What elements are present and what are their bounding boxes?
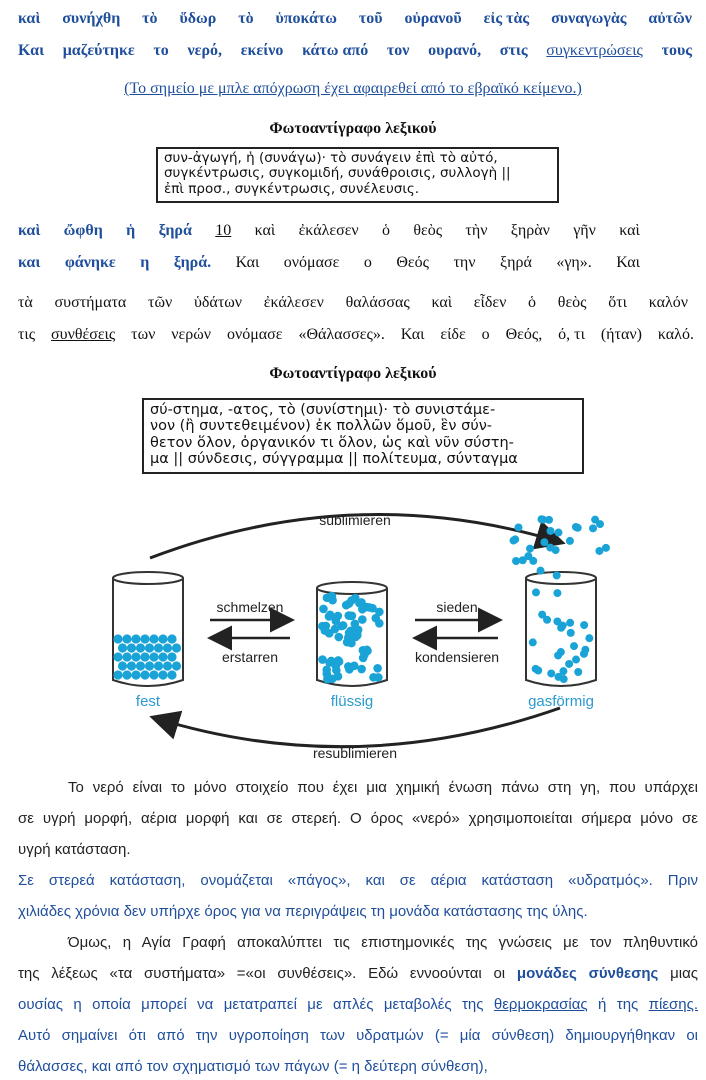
dictionary-scan-2 <box>142 398 584 474</box>
word: στις <box>499 42 528 59</box>
paragraph-line: Αυτό σημαίνει ότι από την υγροποίηση των υδρατμών (= μία σύνθεση) δημιουργήθηκαν οι <box>18 1027 698 1044</box>
particle <box>554 529 562 537</box>
particle <box>574 668 582 676</box>
highlight-text: μονάδες σύνθεσης <box>516 965 659 982</box>
word: Και <box>400 326 425 343</box>
particle <box>526 545 534 553</box>
particle <box>140 634 149 643</box>
particle <box>510 537 518 545</box>
word: τους <box>661 42 692 59</box>
word: τὴν <box>465 222 488 239</box>
particle <box>167 634 176 643</box>
paragraph-line <box>18 958 698 989</box>
particle <box>149 652 158 661</box>
liquid-container <box>317 582 387 686</box>
particle <box>547 669 555 677</box>
word: Θεός, <box>505 326 543 343</box>
particle <box>136 643 145 652</box>
dict2-line: σύ-στημα, -ατος, τὸ (συνίστημι)· τὸ συνιστάμε- <box>150 402 496 418</box>
text-run: ουσίας η οποία μπορεί να μετατραπεί με απλές μεταβολές της <box>18 996 484 1013</box>
particle <box>557 648 565 656</box>
particle <box>158 670 167 679</box>
particle <box>369 673 378 682</box>
verse3-greek-line <box>18 294 688 312</box>
particle <box>158 652 167 661</box>
word: καὶ <box>254 222 276 239</box>
text-run: μιας <box>670 965 698 982</box>
particle <box>149 634 158 643</box>
word: ἡ <box>126 222 136 239</box>
erstarren-label: erstarren <box>221 649 279 665</box>
text-run: ή της <box>598 996 639 1013</box>
particle <box>532 588 540 596</box>
particle <box>552 546 560 554</box>
word: ὁ <box>528 294 537 311</box>
word: θεὸς <box>557 294 587 311</box>
particle <box>346 612 355 621</box>
word: ὤφθη <box>63 222 103 239</box>
word: τὸ <box>238 10 254 27</box>
fest-label: fest <box>135 693 161 710</box>
particle <box>149 670 158 679</box>
word: καλό. <box>657 326 694 343</box>
underlined-term: πίεσης. <box>648 996 698 1013</box>
sieden-label: sieden <box>436 599 478 615</box>
word: Θεός <box>396 254 429 271</box>
particle <box>131 670 140 679</box>
particle <box>342 601 351 610</box>
particle <box>154 661 163 670</box>
particle <box>167 670 176 679</box>
dict1-line: συγκέντρωσις, συγκομιδή, συνάθροισις, συλλογὴ || <box>164 165 511 182</box>
particle <box>589 524 597 532</box>
paragraph-3 <box>18 927 698 1080</box>
word: 10 <box>215 222 232 239</box>
particle <box>163 661 172 670</box>
resublimieren-arrow <box>155 708 560 747</box>
particle <box>346 627 355 636</box>
particle <box>332 617 341 626</box>
particle <box>365 603 374 612</box>
particle <box>546 527 554 535</box>
paragraph-line: Το νερό είναι το μόνο στοιχείο που έχει μια χημική ένωση πάνω στη γη, που υπάρχει <box>68 779 698 796</box>
particle <box>113 670 122 679</box>
verse2-greek-line <box>18 222 640 240</box>
particle <box>334 633 343 642</box>
particle <box>585 634 593 642</box>
particle <box>360 650 369 659</box>
word: ουρανό, <box>428 42 482 59</box>
word: συνθέσεις <box>51 326 116 343</box>
particle <box>580 621 588 629</box>
paragraph-line <box>18 989 698 1020</box>
particle <box>591 516 599 524</box>
word: καὶ <box>18 10 41 27</box>
word: συναγωγὰς <box>551 10 627 27</box>
particle <box>595 547 603 555</box>
particle <box>127 643 136 652</box>
word: ὑδάτων <box>193 294 243 311</box>
particle <box>529 557 537 565</box>
word: το <box>153 42 169 59</box>
word: ξηρὰν <box>510 222 550 239</box>
particle <box>358 615 367 624</box>
particle <box>113 634 122 643</box>
word: θαλάσσας <box>345 294 410 311</box>
note-text: (Το σημείο με μπλε απόχρωση έχει αφαιρεθεί από το εβραϊκό κείμενο.) <box>124 80 582 97</box>
particle <box>537 567 545 575</box>
particle <box>350 661 359 670</box>
word: ό, τι <box>558 326 585 343</box>
particle <box>167 652 176 661</box>
text-run: της λέξεως «τα συστήματα» =«οι συνθέσεις». Εδώ εννοούνται οι <box>18 965 506 982</box>
particle <box>519 556 527 564</box>
word: ὑποκάτω <box>275 10 337 27</box>
word: ο <box>481 326 490 343</box>
word: καὶ <box>619 222 640 239</box>
particle <box>567 629 575 637</box>
dict2-line: νον (ἢ συντεθειμένον) ἐκ πολλῶν ὅμοῦ, ἓν σύν- <box>150 418 493 435</box>
solid-container <box>113 572 183 686</box>
word: συνήχθη <box>62 10 121 27</box>
paragraph-line: υγρή κατάσταση. <box>18 841 131 858</box>
word: ο <box>363 254 372 271</box>
particle <box>154 643 163 652</box>
particle <box>118 661 127 670</box>
word: είδε <box>440 326 466 343</box>
verse1-note <box>0 80 706 98</box>
word: τὰ <box>18 294 33 311</box>
states-of-matter-diagram <box>0 490 706 770</box>
verse1-greek-line <box>18 10 692 28</box>
word: ἐκάλεσεν <box>263 294 324 311</box>
verse3-modern-line <box>18 326 694 344</box>
word: τὸ <box>142 10 158 27</box>
word: καὶ <box>18 222 41 239</box>
paragraph-2 <box>18 865 698 927</box>
word: τῶν <box>148 294 173 311</box>
fluessig-label: flüssig <box>330 693 374 710</box>
liquid-particles <box>318 592 384 684</box>
word: ξηρά <box>158 222 192 239</box>
particle <box>534 667 542 675</box>
particle <box>145 643 154 652</box>
particle <box>580 650 588 658</box>
word: φάνηκε <box>64 254 116 271</box>
word: εἶδεν <box>473 294 507 311</box>
particle <box>131 634 140 643</box>
word: αὐτῶν <box>648 10 692 27</box>
word: καλόν <box>648 294 688 311</box>
word: την <box>453 254 476 271</box>
particle <box>574 524 582 532</box>
word: ονόμασε <box>283 254 340 271</box>
word: και <box>18 254 41 271</box>
particle <box>122 634 131 643</box>
dictionary-heading-1: Φωτοαντίγραφο λεξικού <box>269 120 437 137</box>
particle <box>131 652 140 661</box>
dict2-line: μα || σύνδεσις, σύγγραμμα || πολίτευμα, σύνταγμα <box>150 451 518 468</box>
particle <box>545 516 553 524</box>
paragraph-line: θάλασσες, και από τον σχηματισμό των πάγων (= η δεύτερη σύνθεση), <box>18 1058 488 1075</box>
particle <box>566 619 574 627</box>
schmelzen-label: schmelzen <box>216 599 284 615</box>
verse1-modern-line <box>18 42 692 60</box>
particle <box>334 672 343 681</box>
word: συστήματα <box>54 294 127 311</box>
particle <box>163 643 172 652</box>
word: γῆν <box>573 222 596 239</box>
word: εκείνο <box>240 42 284 59</box>
word: «Θάλασσες». <box>298 326 385 343</box>
particle <box>328 592 337 601</box>
particle <box>565 660 573 668</box>
solid-particles <box>113 634 181 679</box>
particle <box>553 571 561 579</box>
particle <box>172 661 181 670</box>
word: ξηρά <box>499 254 532 271</box>
word: τοῦ <box>358 10 383 27</box>
sublimieren-label: sublimieren <box>319 512 391 528</box>
dict1-line: συν-ἀγωγή, ἡ (συνάγω)· τὸ συνάγειν ἐπὶ τὸ αὐτό, <box>164 150 498 166</box>
particle <box>529 638 537 646</box>
word: Και <box>235 254 260 271</box>
particle <box>566 537 574 545</box>
particle <box>570 642 578 650</box>
underlined-term: θερμοκρασίας <box>493 996 588 1013</box>
particle <box>373 664 382 673</box>
particle <box>538 611 546 619</box>
dictionary-scan-1 <box>156 147 559 203</box>
word: συγκεντρώσεις <box>546 42 643 59</box>
particle <box>158 634 167 643</box>
paragraph-line: Όμως, η Αγία Γραφή αποκαλύπτει τις επιστημονικές της γνώσεις με τον πληθυντικό <box>68 934 698 951</box>
particle <box>322 622 331 631</box>
dict1-line: ἐπὶ προσ., συγκέντρωσις, συνέλευσις. <box>164 180 420 197</box>
paragraph-1 <box>18 772 698 865</box>
particle <box>560 675 568 683</box>
particle <box>572 656 580 664</box>
word: μαζεύτηκε <box>62 42 135 59</box>
word: τον <box>386 42 410 59</box>
particle <box>122 652 131 661</box>
particle <box>557 624 565 632</box>
particle <box>127 661 136 670</box>
particle <box>357 665 366 674</box>
verse2-modern-line <box>18 254 640 272</box>
word: νερό, <box>187 42 222 59</box>
word: ονόμασε <box>226 326 283 343</box>
particle <box>355 599 364 608</box>
word: κάτω από <box>302 42 369 59</box>
particle <box>172 643 181 652</box>
paragraph-line: σε υγρή μορφή, αέρια μορφή και σε στερεή. Ο όρος «νερό» χρησιμοποιείται σήμερα μόνο σε <box>18 810 698 827</box>
word: τις <box>18 326 36 343</box>
resublimieren-label: resublimieren <box>312 745 398 761</box>
word: ὅτι <box>608 294 627 311</box>
word: των <box>131 326 156 343</box>
particle <box>122 670 131 679</box>
word: Και <box>616 254 640 271</box>
particle <box>113 652 122 661</box>
word: Και <box>18 42 45 59</box>
word: καὶ <box>431 294 453 311</box>
word: οὐρανοῦ <box>404 10 462 27</box>
dict2-line: θετον ὅλον, ὀργανικόν τι ὅλον, ὡς καὶ νῦν σύστη- <box>150 434 514 451</box>
particle <box>140 652 149 661</box>
word: εἰς τὰς <box>483 10 530 27</box>
particle <box>145 661 154 670</box>
word: θεὸς <box>413 222 443 239</box>
paragraph-line: χιλιάδες χρόνια δεν υπήρχε όρος για να περιγράψεις τη μονάδα κατάστασης της ύλης. <box>18 903 588 920</box>
word: ὁ <box>381 222 390 239</box>
particle <box>136 661 145 670</box>
particle <box>553 589 561 597</box>
word: ἐκάλεσεν <box>298 222 359 239</box>
gasfoermig-label: gasförmig <box>528 693 594 710</box>
particle <box>118 643 127 652</box>
particle <box>331 625 340 634</box>
paragraph-line: Σε στερεά κατάσταση, ονομάζεται «πάγος», και σε αέρια κατάσταση «υδρατμός». Πριν <box>18 872 698 889</box>
word: ὕδωρ <box>179 10 217 27</box>
dictionary-heading-2: Φωτοαντίγραφο λεξικού <box>269 365 437 382</box>
word: «γη». <box>556 254 592 271</box>
kondensieren-label: kondensieren <box>414 649 500 665</box>
word: ξηρά. <box>173 254 212 271</box>
particle <box>319 605 328 614</box>
particle <box>318 655 327 664</box>
word: νερών <box>171 326 211 343</box>
word: (ήταν) <box>600 326 642 343</box>
particle <box>331 661 340 670</box>
particle <box>515 523 523 531</box>
word: η <box>140 254 150 271</box>
particle <box>371 614 380 623</box>
particle <box>323 675 332 684</box>
particle <box>140 670 149 679</box>
